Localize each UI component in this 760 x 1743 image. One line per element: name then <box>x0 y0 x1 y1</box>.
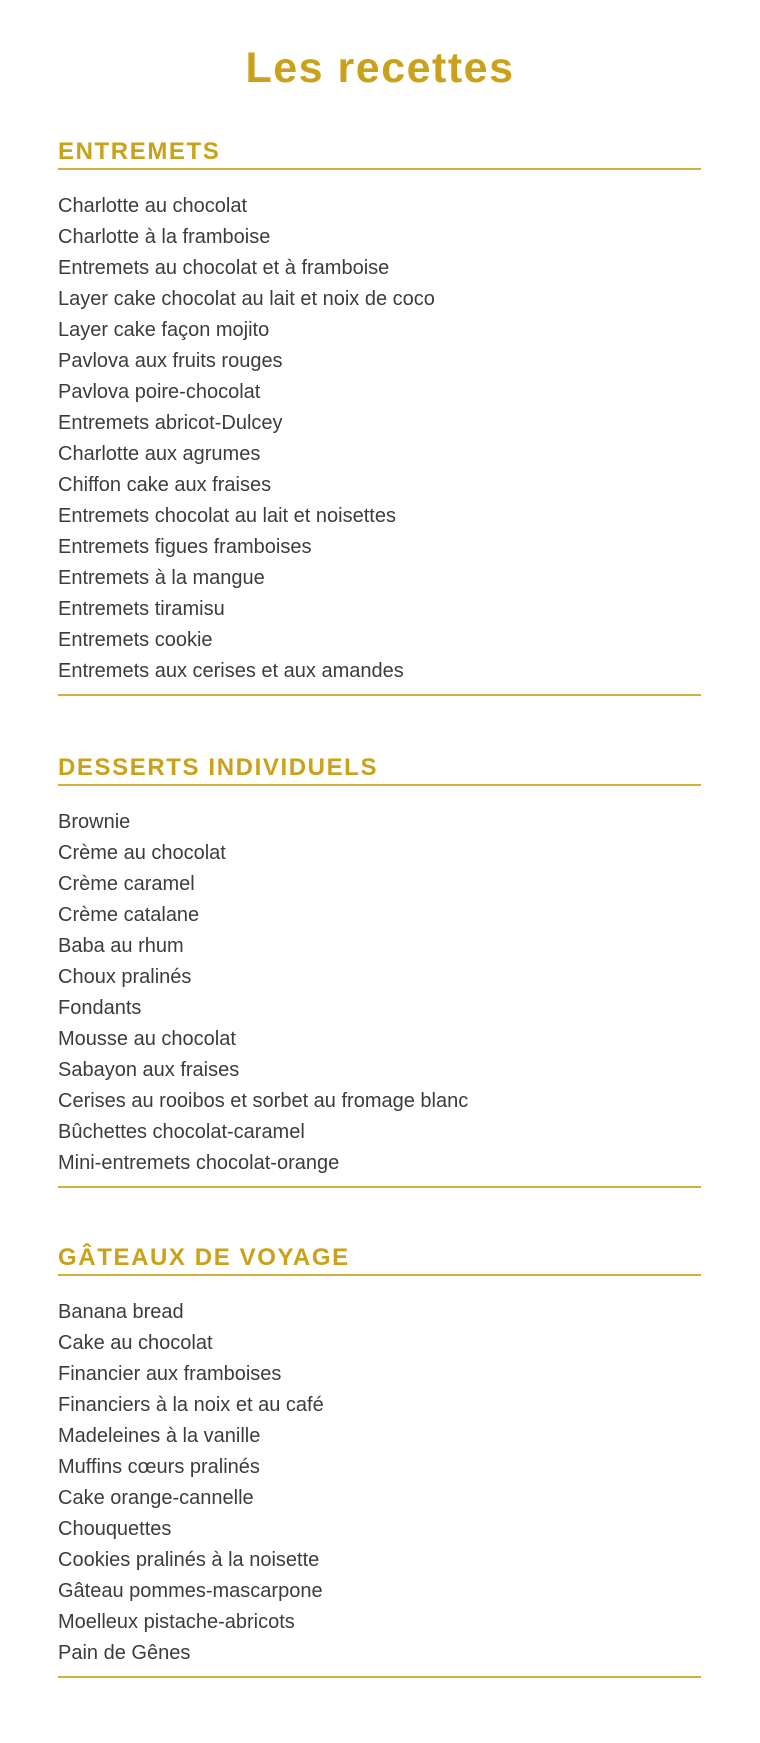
section-heading: DESSERTS INDIVIDUELS <box>58 754 701 786</box>
recipe-link[interactable]: Baba au rhum <box>58 935 184 957</box>
recipe-link[interactable]: Chouquettes <box>58 1518 172 1540</box>
recipe-link[interactable]: Pain de Gênes <box>58 1642 191 1664</box>
recipe-link[interactable]: Crème au chocolat <box>58 842 226 864</box>
recipe-link[interactable]: Cake au chocolat <box>58 1332 213 1354</box>
recipe-link[interactable]: Entremets abricot-Dulcey <box>58 412 283 434</box>
recipe-link[interactable]: Crème catalane <box>58 904 200 926</box>
recipe-link[interactable]: Bûchettes chocolat-caramel <box>58 1121 305 1143</box>
recipe-list <box>58 786 701 1188</box>
recipe-link[interactable]: Charlotte au chocolat <box>58 195 248 217</box>
section-desserts-individuels <box>58 754 701 1188</box>
recipe-link[interactable]: Entremets aux cerises et aux amandes <box>58 660 404 682</box>
recipe-link[interactable]: Choux pralinés <box>58 966 192 988</box>
recipe-link[interactable]: Charlotte aux agrumes <box>58 443 261 465</box>
recipe-link[interactable]: Entremets au chocolat et à framboise <box>58 257 390 279</box>
recipe-link[interactable]: Banana bread <box>58 1301 184 1323</box>
recipe-link[interactable]: Entremets chocolat au lait et noisettes <box>58 505 396 527</box>
recipe-link[interactable]: Entremets cookie <box>58 629 213 651</box>
recipe-link[interactable]: Financiers à la noix et au café <box>58 1394 324 1416</box>
page-title: Les recettes <box>245 44 515 92</box>
recipe-link[interactable]: Entremets figues framboises <box>58 536 312 558</box>
section-heading: GÂTEAUX DE VOYAGE <box>58 1244 701 1276</box>
recipe-link[interactable]: Mini-entremets chocolat-orange <box>58 1152 340 1174</box>
recipe-link[interactable]: Pavlova aux fruits rouges <box>58 350 283 372</box>
recipe-link[interactable]: Entremets tiramisu <box>58 598 225 620</box>
recipe-link[interactable]: Cookies pralinés à la noisette <box>58 1549 320 1571</box>
recipe-link[interactable]: Fondants <box>58 997 142 1019</box>
recipe-link[interactable]: Moelleux pistache-abricots <box>58 1611 295 1633</box>
recipe-link[interactable]: Crème caramel <box>58 873 195 895</box>
section-heading: ENTREMETS <box>58 138 701 170</box>
recipe-link[interactable]: Cerises au rooibos et sorbet au fromage blanc <box>58 1090 469 1112</box>
recipe-link[interactable]: Charlotte à la framboise <box>58 226 271 248</box>
recipe-link[interactable]: Entremets à la mangue <box>58 567 265 589</box>
recipe-link[interactable]: Cake orange-cannelle <box>58 1487 254 1509</box>
recipe-link[interactable]: Financier aux framboises <box>58 1363 282 1385</box>
recipe-link[interactable]: Sabayon aux fraises <box>58 1059 240 1081</box>
section-entremets <box>58 138 701 696</box>
recipe-link[interactable]: Muffins cœurs pralinés <box>58 1456 260 1478</box>
recipe-link[interactable]: Brownie <box>58 811 131 833</box>
recipe-link[interactable]: Gâteau pommes-mascarpone <box>58 1580 323 1602</box>
recipe-link[interactable]: Madeleines à la vanille <box>58 1425 261 1447</box>
recipe-link[interactable]: Mousse au chocolat <box>58 1028 236 1050</box>
recipe-link[interactable]: Layer cake façon mojito <box>58 319 270 341</box>
section-gateaux-de-voyage <box>58 1244 701 1678</box>
recipe-list <box>58 1276 701 1678</box>
recipe-link[interactable]: Pavlova poire-chocolat <box>58 381 261 403</box>
recipe-list <box>58 170 701 696</box>
recipe-link[interactable]: Layer cake chocolat au lait et noix de coco <box>58 288 435 310</box>
recipe-link[interactable]: Chiffon cake aux fraises <box>58 474 272 496</box>
